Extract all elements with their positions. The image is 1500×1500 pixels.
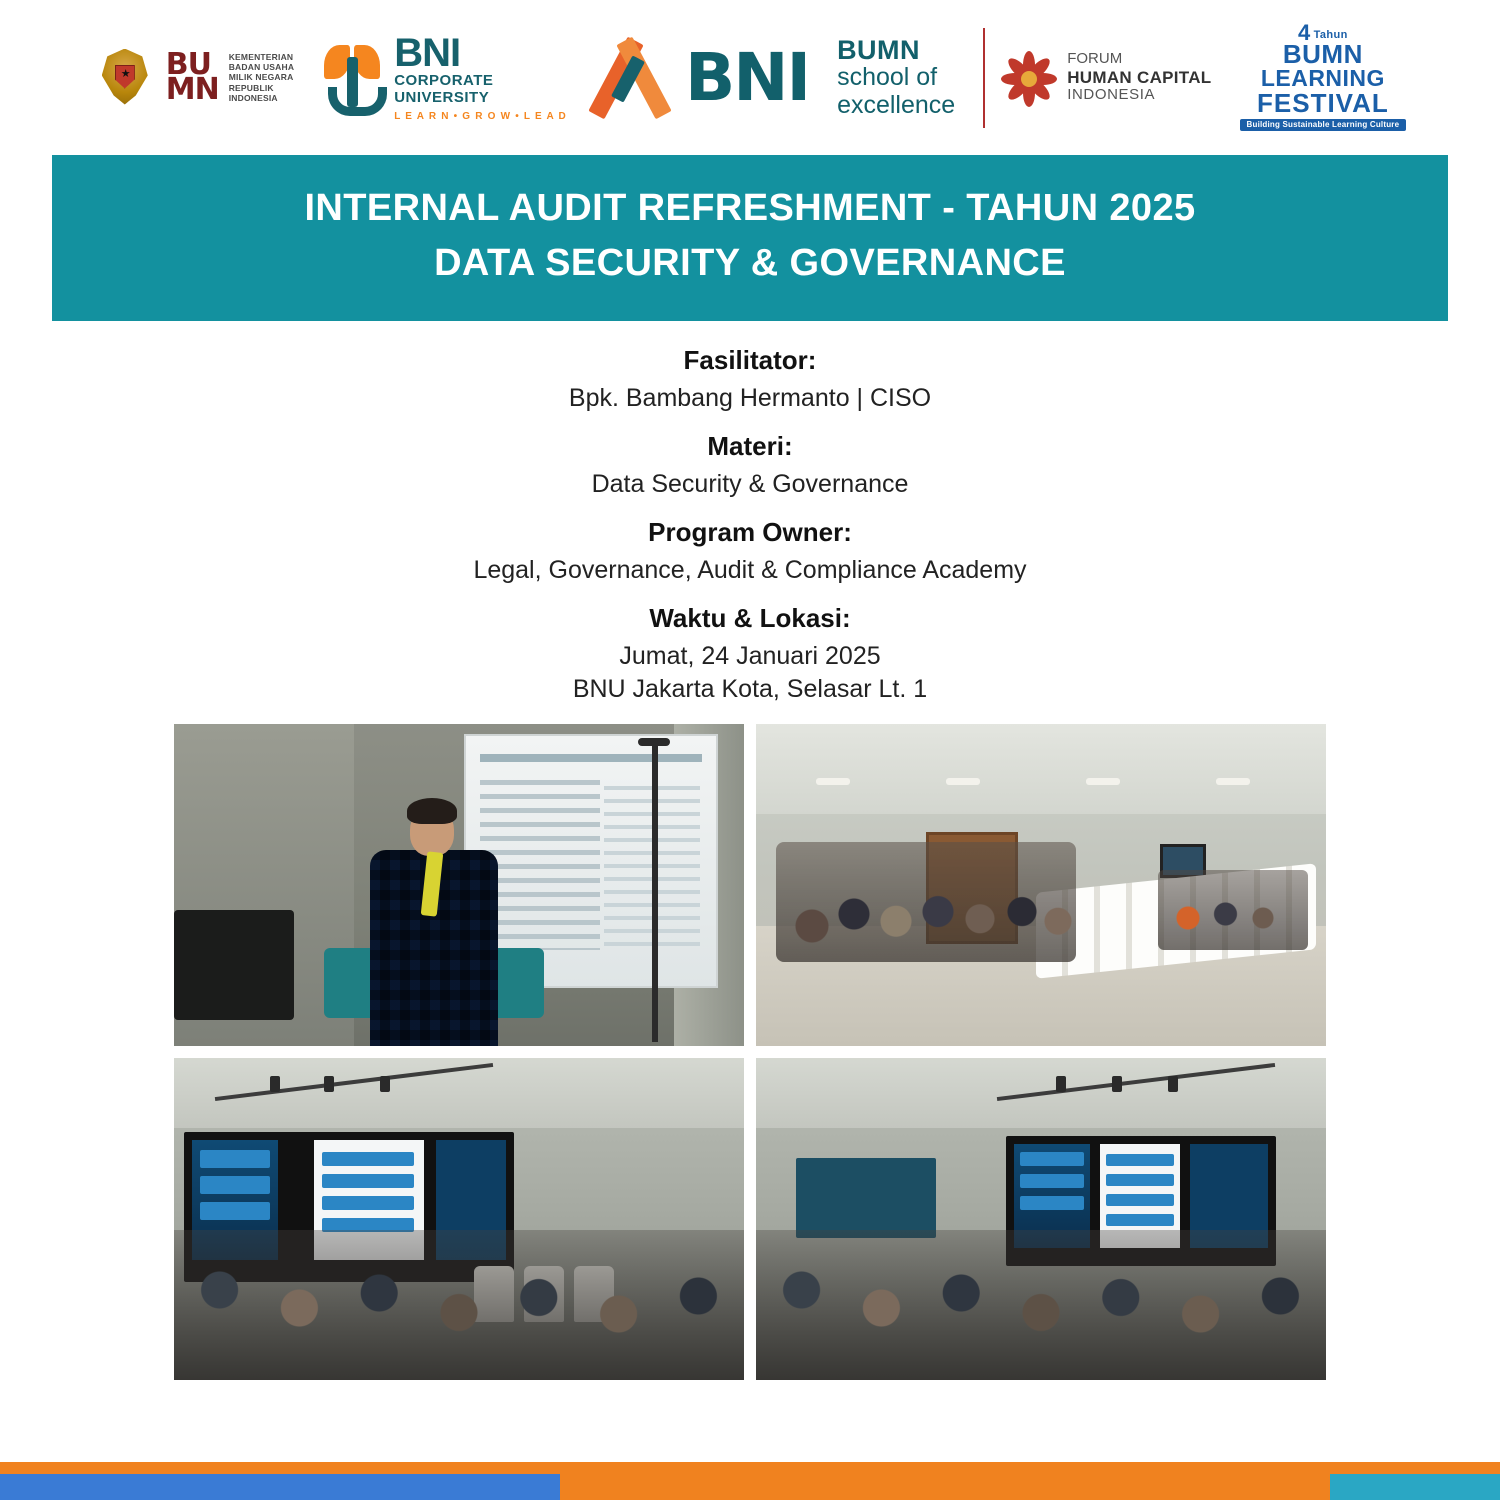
- banner-title-line-1: INTERNAL AUDIT REFRESHMENT - TAHUN 2025: [304, 187, 1196, 229]
- blf-line2: LEARNING: [1260, 65, 1385, 92]
- title-banner: [52, 155, 1448, 321]
- bse-line2: school of: [837, 63, 938, 92]
- detail-fasilitator: [0, 345, 1500, 415]
- bni-corporate-university-logo: [322, 28, 567, 128]
- detail-label: Materi:: [707, 431, 793, 462]
- session-details: [0, 345, 1500, 706]
- detail-program-owner: [0, 517, 1500, 587]
- detail-value-line-2: BNU Jakarta Kota, Selasar Lt. 1: [572, 675, 928, 704]
- photo-audience-seated-hall: [756, 724, 1326, 1046]
- flower-icon: [1001, 47, 1057, 109]
- stripe-blue: [0, 1474, 560, 1500]
- cu-line1: CORPORATE: [394, 72, 494, 90]
- detail-label: Waktu & Lokasi:: [649, 603, 851, 634]
- detail-value: Legal, Governance, Audit & Compliance Academy: [473, 556, 1027, 585]
- photo-stage-led-screens-left: [174, 1058, 744, 1380]
- fhci-line2: HUMAN CAPITAL: [1067, 67, 1212, 87]
- detail-label: Fasilitator:: [683, 345, 817, 376]
- blf-anniversary-number: 4: [1297, 19, 1311, 45]
- bumn-school-of-excellence-logo: [837, 28, 955, 128]
- detail-label: Program Owner:: [648, 517, 852, 548]
- bse-line1: BUMN: [837, 34, 921, 65]
- tree-icon: [322, 43, 384, 113]
- blf-anniversary-note: Tahun: [1313, 29, 1348, 42]
- bse-line3: excellence: [837, 90, 956, 119]
- logo-bar: [0, 0, 1500, 155]
- fhci-line1: FORUM: [1067, 50, 1123, 68]
- bumn-learning-festival-logo: [1240, 19, 1407, 130]
- cu-tagline: L E A R N • G R O W • L E A D: [394, 110, 567, 122]
- cu-line2: UNIVERSITY: [394, 88, 490, 106]
- detail-value-line-1: Jumat, 24 Januari 2025: [619, 642, 881, 671]
- bni-wordmark: BNI: [684, 39, 810, 116]
- stripe-orange: [560, 1474, 1330, 1500]
- blf-line3: FESTIVAL: [1257, 88, 1389, 119]
- fhci-line3: INDONESIA: [1067, 86, 1156, 104]
- detail-value: Bpk. Bambang Hermanto | CISO: [568, 384, 932, 413]
- detail-value: Data Security & Governance: [591, 470, 909, 499]
- bni-logo: [595, 28, 809, 128]
- kementerian-bumn-text: KEMENTERIAN BADAN USAHA MILIK NEGARA REPUBLIK INDONESIA: [228, 51, 295, 104]
- bumn-mark-icon: BU MN: [165, 46, 219, 107]
- garuda-icon: ★: [94, 45, 156, 111]
- footer-stripes: [0, 1452, 1500, 1500]
- photo-facilitator-presenting: [174, 724, 744, 1046]
- blf-subtitle: Building Sustainable Learning Culture: [1240, 119, 1407, 131]
- photo-audience-facing-stage: [756, 1058, 1326, 1380]
- stripe-teal: [1330, 1474, 1500, 1500]
- detail-materi: [0, 431, 1500, 501]
- photo-grid: [174, 724, 1326, 1380]
- bni-mark-icon: [595, 42, 673, 114]
- detail-waktu-lokasi: [0, 603, 1500, 706]
- banner-title-line-2: DATA SECURITY & GOVERNANCE: [434, 242, 1066, 285]
- blf-line1: BUMN: [1282, 39, 1363, 70]
- cu-brand: BNI: [394, 31, 461, 76]
- kementerian-bumn-logo: [94, 28, 294, 128]
- forum-human-capital-indonesia-logo: [983, 28, 1211, 128]
